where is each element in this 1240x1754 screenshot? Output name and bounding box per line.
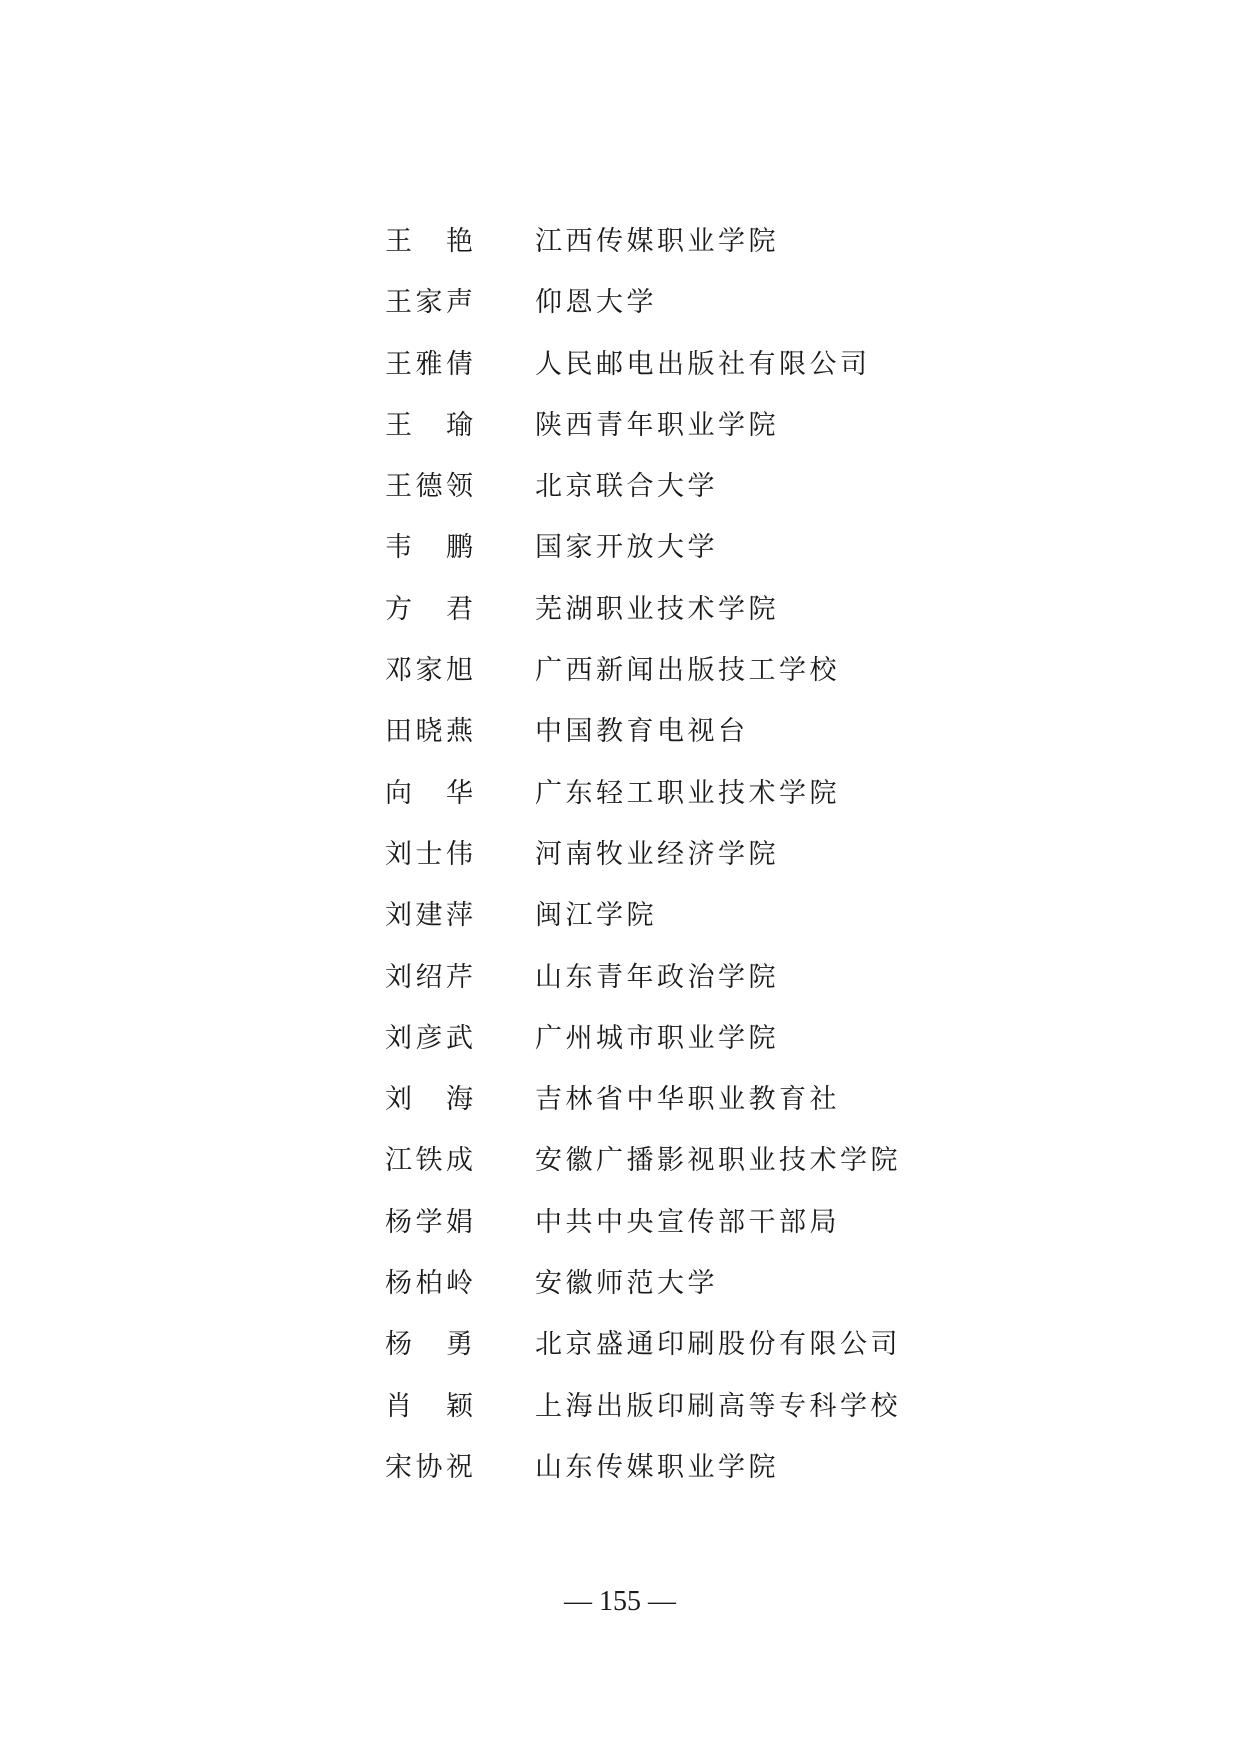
member-name: 刘彦武 <box>385 1022 475 1054</box>
list-item <box>0 1390 1240 1451</box>
member-organization: 闽江学院 <box>535 900 657 932</box>
list-item <box>0 654 1240 715</box>
member-organization: 安徽师范大学 <box>535 1268 718 1300</box>
list-item <box>0 777 1240 838</box>
member-name: 王家声 <box>385 287 475 319</box>
list-item <box>0 225 1240 286</box>
member-name: 邓家旭 <box>385 655 475 687</box>
list-item <box>0 593 1240 654</box>
member-organization: 中国教育电视台 <box>535 716 749 748</box>
member-name: 刘 海 <box>385 1084 475 1116</box>
list-item <box>0 286 1240 347</box>
member-list <box>0 225 1240 1512</box>
member-organization: 山东青年政治学院 <box>535 961 779 993</box>
member-name: 江铁成 <box>385 1145 475 1177</box>
list-item <box>0 470 1240 531</box>
list-item <box>0 409 1240 470</box>
member-organization: 芜湖职业技术学院 <box>535 593 779 625</box>
member-name: 方 君 <box>385 593 475 625</box>
member-name: 田晓燕 <box>385 716 475 748</box>
member-name: 宋协祝 <box>385 1451 475 1483</box>
member-name: 刘绍芹 <box>385 961 475 993</box>
member-organization: 广州城市职业学院 <box>535 1022 779 1054</box>
member-organization: 安徽广播影视职业技术学院 <box>535 1145 901 1177</box>
member-organization: 河南牧业经济学院 <box>535 838 779 870</box>
member-organization: 中共中央宣传部干部局 <box>535 1206 840 1238</box>
list-item <box>0 1451 1240 1512</box>
list-item <box>0 1206 1240 1267</box>
list-item <box>0 1083 1240 1144</box>
member-organization: 北京联合大学 <box>535 471 718 503</box>
member-name: 王 瑜 <box>385 409 475 441</box>
list-item <box>0 348 1240 409</box>
member-organization: 上海出版印刷高等专科学校 <box>535 1390 901 1422</box>
list-item <box>0 1328 1240 1389</box>
member-name: 杨 勇 <box>385 1329 475 1361</box>
page-number: — 155 — <box>564 1586 676 1617</box>
member-organization: 国家开放大学 <box>535 532 718 564</box>
member-organization: 仰恩大学 <box>535 287 657 319</box>
list-item <box>0 838 1240 899</box>
member-name: 刘士伟 <box>385 838 475 870</box>
member-organization: 广西新闻出版技工学校 <box>535 655 840 687</box>
member-organization: 山东传媒职业学院 <box>535 1451 779 1483</box>
member-organization: 北京盛通印刷股份有限公司 <box>535 1329 901 1361</box>
member-name: 向 华 <box>385 777 475 809</box>
member-organization: 人民邮电出版社有限公司 <box>535 348 871 380</box>
member-name: 韦 鹏 <box>385 532 475 564</box>
list-item <box>0 961 1240 1022</box>
member-name: 王雅倩 <box>385 348 475 380</box>
list-item <box>0 1144 1240 1205</box>
list-item <box>0 1267 1240 1328</box>
list-item <box>0 715 1240 776</box>
member-organization: 广东轻工职业技术学院 <box>535 777 840 809</box>
member-name: 王德领 <box>385 471 475 503</box>
member-organization: 吉林省中华职业教育社 <box>535 1084 840 1116</box>
member-organization: 陕西青年职业学院 <box>535 409 779 441</box>
member-name: 杨柏岭 <box>385 1268 475 1300</box>
member-name: 肖 颖 <box>385 1390 475 1422</box>
list-item <box>0 531 1240 592</box>
member-organization: 江西传媒职业学院 <box>535 226 779 257</box>
member-name: 王 艳 <box>385 226 475 257</box>
list-item <box>0 1022 1240 1083</box>
member-name: 刘建萍 <box>385 900 475 932</box>
member-name: 杨学娟 <box>385 1206 475 1238</box>
list-item <box>0 899 1240 960</box>
